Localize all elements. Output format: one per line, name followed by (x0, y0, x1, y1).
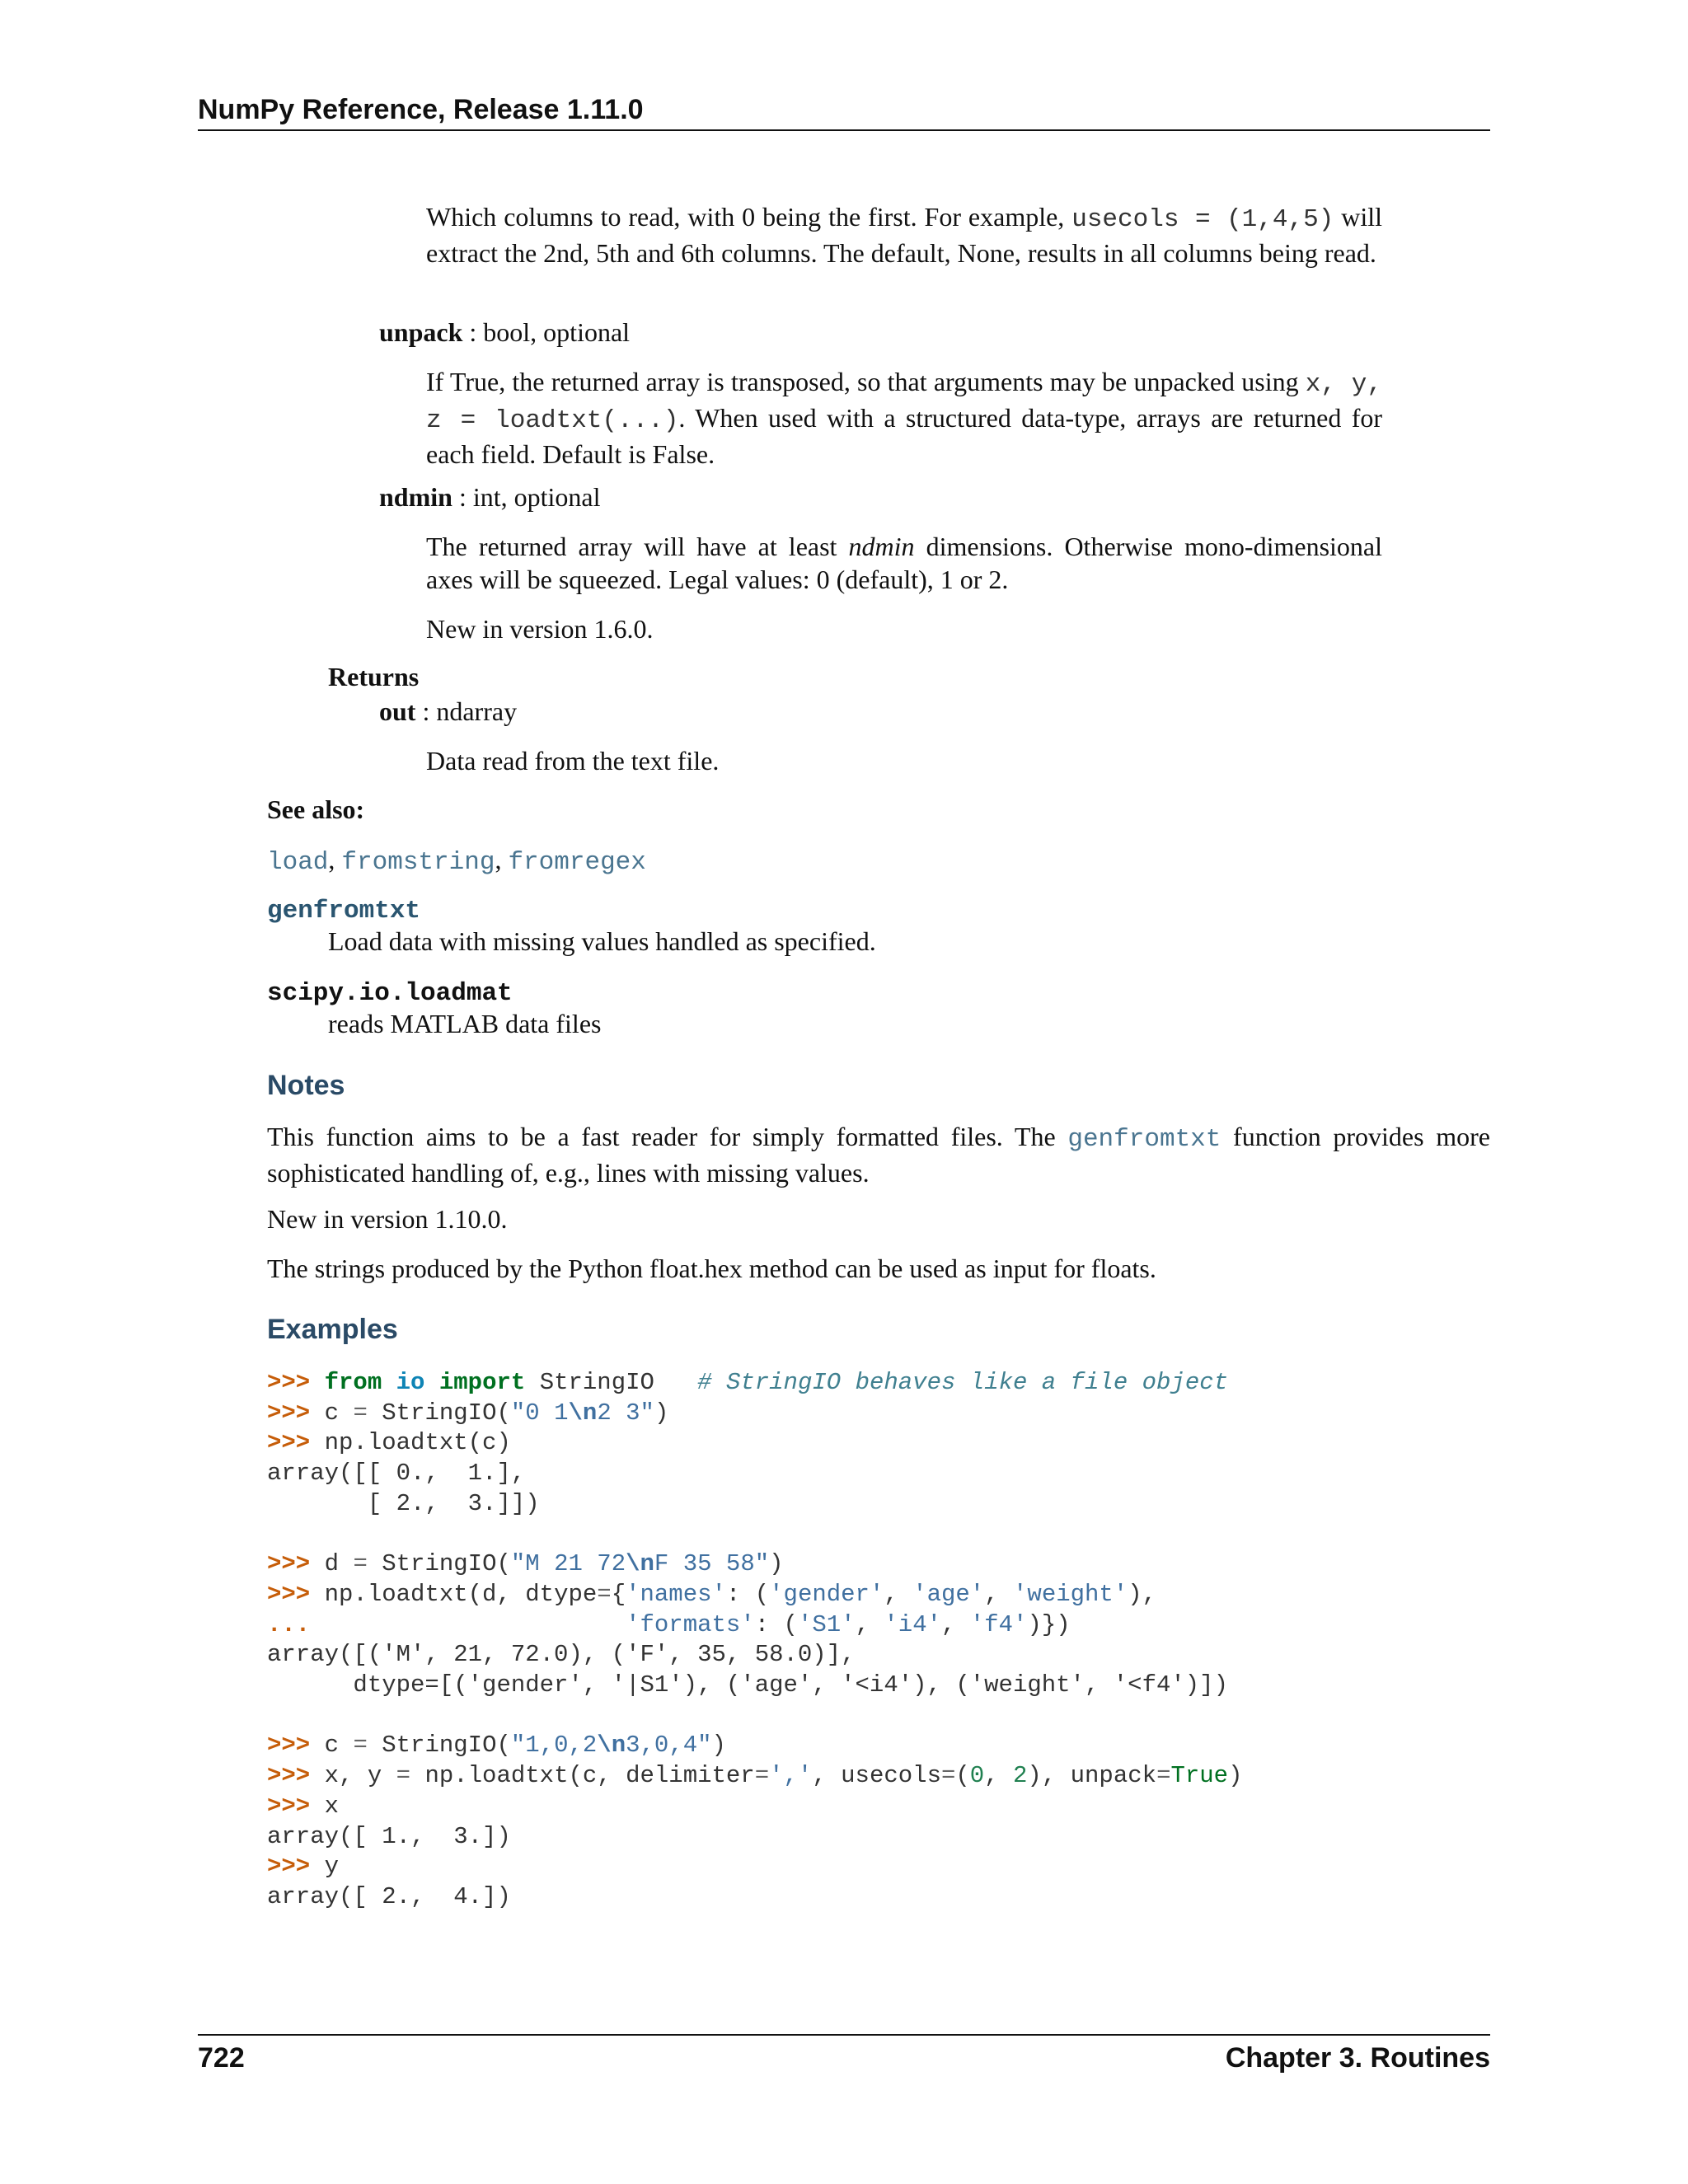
unpack-example-code: x, y, z = loadtxt(...) (426, 370, 1383, 435)
usecols-description (426, 200, 1382, 269)
examples-code-block (267, 1368, 1490, 1913)
link-fromstring[interactable]: fromstring (341, 848, 495, 877)
usecols-text-2: will extract the 2nd, 5th and 6th columns. The default, None, results in all columns (426, 202, 1383, 268)
separator: , (495, 845, 509, 874)
param-unpack (379, 316, 630, 349)
see-also-label: See also: (267, 794, 365, 824)
param-type: : int, optional (452, 482, 601, 512)
code-line: array([('M', 21, 72.0), ('F', 35, 58.0)], (267, 1641, 856, 1669)
ndmin-desc-a: The returned array will have at least (426, 532, 849, 561)
header-rule (198, 129, 1490, 131)
notes-paragraph-3: The strings produced by the Python float.hex method can be used as input for floats. (267, 1254, 1156, 1283)
param-name: ndmin (379, 482, 452, 512)
ndmin-version-note: New in version 1.6.0. (426, 614, 654, 644)
notes-paragraph-1 (267, 1120, 1490, 1189)
examples-heading: Examples (267, 1314, 398, 1345)
code-line: >>> c = StringIO("1,0,2\n3,0,4") (267, 1732, 726, 1760)
see-also-links (267, 845, 646, 877)
see-also-desc-genfromtxt: Load data with missing values handled as specified. (328, 926, 876, 956)
chapter-label: Chapter 3. Routines (1225, 2042, 1490, 2074)
code-line-blank (267, 1520, 1490, 1550)
link-genfromtxt[interactable]: genfromtxt (267, 897, 421, 926)
ndmin-emphasis: ndmin (848, 532, 915, 561)
code-line: array([[ 0., 1.], (267, 1460, 526, 1488)
param-name: unpack (379, 317, 463, 347)
notes-text-b: function provides more (1221, 1122, 1491, 1151)
unpack-desc-line3: returned for each field. Default is False. (426, 403, 1383, 469)
code-line: >>> c = StringIO("0 1\n2 3") (267, 1399, 669, 1427)
code-line: array([ 2., 4.]) (267, 1882, 511, 1910)
usecols-text-1: Which columns to read, with 0 being the first. For example, (426, 202, 1072, 232)
notes-heading: Notes (267, 1070, 345, 1101)
code-line: >>> x, y = np.loadtxt(c, delimiter=',', usecols=(0, 2), unpack=True) (267, 1762, 1243, 1790)
code-line: dtype=[('gender', '|S1'), ('age', '<i4'), ('weight', '<f4')]) (267, 1671, 1228, 1699)
code-line: array([ 1., 3.]) (267, 1822, 511, 1850)
param-type: : bool, optional (462, 317, 631, 347)
code-line: >>> np.loadtxt(c) (267, 1429, 511, 1457)
ndmin-desc-b: dimensions. Otherwise mono-dimensional (914, 532, 1383, 561)
see-also-scipy-loadmat: scipy.io.loadmat (267, 979, 513, 1008)
see-also-desc-loadmat: reads MATLAB data files (328, 1009, 602, 1038)
code-line: >>> x (267, 1792, 340, 1820)
return-name: out (379, 696, 416, 726)
link-fromregex[interactable]: fromregex (508, 848, 646, 877)
code-line: >>> y (267, 1853, 340, 1881)
code-line: >>> np.loadtxt(d, dtype={'names': ('gender', 'age', 'weight'), (267, 1580, 1157, 1608)
notes-paragraph-2: New in version 1.10.0. (267, 1204, 508, 1234)
code-line: ... 'formats': ('S1', 'i4', 'f4')}) (267, 1610, 1071, 1638)
notes-text-a: This function aims to be a fast reader for simply formatted files. The (267, 1122, 1068, 1151)
unpack-desc-line1: If True, the returned array is transposed, so that arguments may be unpacked using (426, 367, 1299, 396)
ndmin-desc-line2: axes will be squeezed. Legal values: 0 (default), 1 or 2. (426, 565, 1009, 594)
unpack-desc-line2: . When used with a structured data-type, arrays are (678, 403, 1244, 433)
link-load[interactable]: load (267, 848, 329, 877)
running-header-title: NumPy Reference, Release 1.11.0 (198, 94, 644, 125)
usecols-text-3: being read. (1259, 238, 1376, 268)
return-type: : ndarray (415, 696, 518, 726)
notes-text-line2: sophisticated handling of, e.g., lines with missing values. (267, 1158, 870, 1188)
footer-rule (198, 2034, 1490, 2036)
code-line: >>> d = StringIO("M 21 72\nF 35 58") (267, 1550, 784, 1578)
returns-label: Returns (328, 662, 420, 691)
param-unpack-description (426, 365, 1382, 471)
page-number: 722 (198, 2042, 245, 2074)
separator: , (328, 845, 342, 874)
param-ndmin (379, 480, 600, 513)
code-line-blank (267, 1701, 1490, 1732)
return-out (379, 695, 517, 728)
code-line: >>> from io import StringIO # StringIO behaves like a file object (267, 1369, 1229, 1396)
code-line: [ 2., 3.]]) (267, 1489, 540, 1517)
param-ndmin-description (426, 530, 1382, 596)
return-description: Data read from the text file. (426, 746, 720, 776)
usecols-example-code: usecols = (1,4,5) (1071, 205, 1334, 234)
link-genfromtxt-inline[interactable]: genfromtxt (1067, 1125, 1221, 1154)
